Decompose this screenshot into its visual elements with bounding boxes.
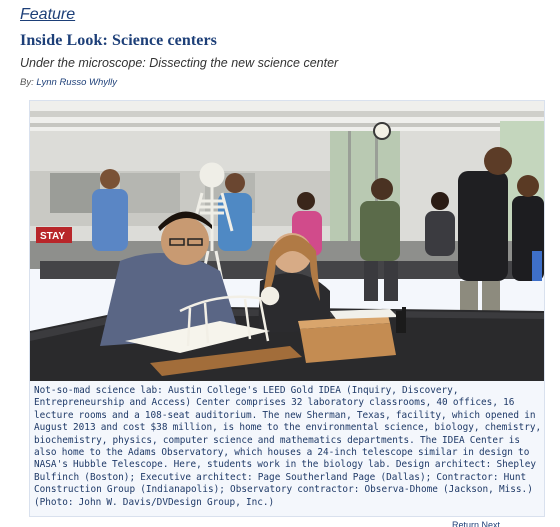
byline-author-link[interactable]: Lynn Russo Whylly [36, 77, 117, 88]
footer-return-next-link[interactable]: Return Next [452, 520, 501, 527]
byline-prefix: By: [20, 77, 34, 88]
photo-wall-clock [374, 123, 390, 139]
section-kicker-feature[interactable]: Feature [20, 6, 76, 23]
photo-student [458, 147, 512, 331]
article-headline: Inside Look: Science centers [20, 32, 218, 49]
lab-photo [30, 101, 544, 381]
photo-sign-text: STAY [40, 231, 66, 242]
article-deck: Under the microscope: Dissecting the new science center [20, 56, 339, 70]
photo-caption: Not-so-mad science lab: Austin College's LEED Gold IDEA (Inquiry, Discovery, Entrepreneurship and Access) Center comprises 32 laboratory classrooms, 40 offices, 16 lecture rooms and a 108-seat auditorium. The new Sherman, Texas, facility, which opened in August 2013 and cost $38 million, is home to the environmental science, biology, chemistry, biochemistry, physics, computer science and mathematics departments. The IDEA Center is also home to the Adams Observatory, which houses a 24-inch telescope similar in design to NASA's Hubble Telescope. Here, students work in the biology lab. Design architect: Shepley Bulfinch (Boston); Executive architect: Page Southerland Page (Dallas); Contractor: Hunt Construction Group (Indianapolis); Observatory contractor: Observa-Dhome (Jackson, Miss.) (Photo: John W. Davis/DVDesign Group, Inc.) [34, 385, 542, 508]
article-byline [20, 77, 117, 88]
feature-figure [29, 100, 545, 517]
